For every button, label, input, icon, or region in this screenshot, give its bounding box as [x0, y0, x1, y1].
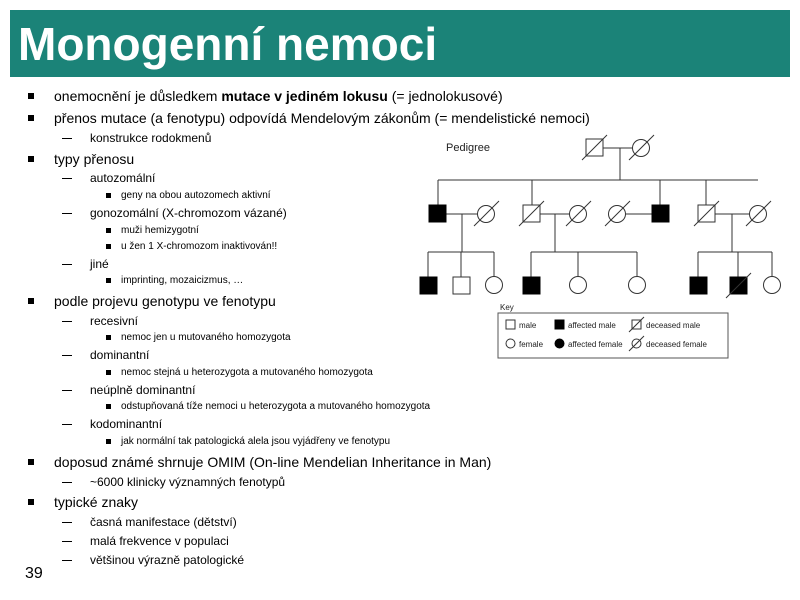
bullet-marker — [106, 370, 111, 375]
title-bar — [10, 10, 790, 77]
bullet-text: gonozomální (X-chromozom vázané) — [90, 206, 287, 220]
sub-bullet-incomplete-dominant — [62, 383, 195, 397]
sub-sub-bullet — [106, 225, 199, 236]
sub-sub-bullet — [106, 436, 390, 447]
bullet-marker — [106, 404, 111, 409]
bullet-text: jak normální tak patologická alela jsou vyjádřeny ve fenotypu — [121, 436, 391, 447]
sub-sub-bullet — [106, 241, 277, 252]
key-deceased-female-label: deceased female — [646, 340, 707, 349]
bullet-inheritance-types — [26, 151, 134, 167]
sub-sub-bullet — [106, 367, 373, 378]
sub-bullet-phenotype-count — [62, 475, 285, 489]
bullet-text: typické znaky — [54, 494, 139, 510]
bullet-marker — [28, 459, 34, 465]
pedigree-chart — [410, 130, 800, 365]
bullet-typical-features — [26, 494, 138, 510]
bullet-text-part: (= jednolokusové) — [387, 88, 503, 104]
pedigree-figure — [410, 130, 800, 365]
bullet-marker — [28, 156, 34, 162]
bullet-marker — [28, 115, 34, 121]
bullet-marker — [106, 193, 111, 198]
bullet-text: kodominantní — [90, 417, 163, 431]
sub-bullet-autosomal — [62, 171, 155, 185]
key-affected-male-icon — [555, 320, 564, 329]
dash-marker — [62, 522, 72, 523]
dash-marker — [62, 138, 72, 139]
sub-sub-bullet — [106, 190, 271, 201]
bullet-text: geny na obou autozomech aktivní — [121, 190, 271, 201]
bullet-text: imprinting, mozaicizmus, … — [121, 275, 244, 286]
bullet-text — [54, 88, 503, 104]
dash-marker — [62, 424, 72, 425]
bullet-marker — [28, 93, 34, 99]
bullet-text: autozomální — [90, 171, 156, 185]
sub-bullet-early-onset — [62, 515, 237, 529]
bullet-text: podle projevu genotypu ve fenotypu — [54, 293, 276, 309]
pedigree-title: Pedigree — [446, 142, 491, 154]
key-female-label: female — [519, 340, 544, 349]
bullet-text: odstupňovaná tíže nemoci u heterozygota a mutovaného homozygota — [121, 401, 431, 412]
bullet-text: ~6000 klinicky významných fenotypů — [90, 475, 286, 489]
slide-title: Monogenní nemoci — [18, 18, 438, 70]
bullet-text: nemoc jen u mutovaného homozygota — [121, 332, 291, 343]
bullet-text: doposud známé shrnuje OMIM (On-line Mendelian Inheritance in Man) — [54, 454, 492, 470]
dash-marker — [62, 321, 72, 322]
female-symbol — [486, 277, 503, 294]
bullet-text: typy přenosu — [54, 151, 135, 167]
bullet-text: malá frekvence v populaci — [90, 534, 229, 548]
key-affected-female-icon — [555, 339, 564, 348]
bullet-text: přenos mutace (a fenotypu) odpovídá Mendelovým zákonům (= mendelistické nemoci) — [54, 110, 590, 126]
bullet-marker — [106, 228, 111, 233]
sub-bullet-pedigree — [62, 131, 211, 145]
dash-marker — [62, 560, 72, 561]
bullet-text: konstrukce rodokmenů — [90, 131, 212, 145]
affected-male-symbol — [652, 205, 669, 222]
sub-bullet-other — [62, 257, 109, 271]
bullet-marker — [28, 298, 34, 304]
sub-sub-bullet — [106, 401, 430, 412]
key-male-icon — [506, 320, 515, 329]
bullet-text: jiné — [90, 257, 109, 271]
key-affected-female-label: affected female — [568, 340, 623, 349]
dash-marker — [62, 482, 72, 483]
male-symbol — [453, 277, 470, 294]
bullet-marker — [106, 278, 111, 283]
page-number: 39 — [25, 565, 43, 582]
affected-male-symbol — [420, 277, 437, 294]
bullet-omim — [26, 454, 491, 470]
bullet-text: neúplně dominantní — [90, 383, 196, 397]
sub-bullet-dominant — [62, 348, 149, 362]
bullet-text: muži hemizygotní — [121, 225, 199, 236]
dash-marker — [62, 178, 72, 179]
sub-bullet-pathological — [62, 553, 244, 567]
bullet-marker — [106, 335, 111, 340]
sub-bullet-codominant — [62, 417, 162, 431]
key-male-label: male — [519, 321, 537, 330]
bullet-text-part: onemocnění je důsledkem — [54, 88, 222, 104]
bullet-text: dominantní — [90, 348, 150, 362]
dash-marker — [62, 264, 72, 265]
bullet-text: časná manifestace (dětství) — [90, 515, 237, 529]
affected-male-symbol — [690, 277, 707, 294]
key-female-icon — [506, 339, 515, 348]
affected-male-symbol — [523, 277, 540, 294]
sub-sub-bullet — [106, 275, 243, 286]
bullet-marker — [28, 499, 34, 505]
bullet-phenotype — [26, 293, 276, 309]
key-affected-male-label: affected male — [568, 321, 616, 330]
bullet-marker — [106, 439, 111, 444]
bullet-monogenic-definition — [26, 88, 503, 104]
dash-marker — [62, 390, 72, 391]
key-deceased-male-label: deceased male — [646, 321, 701, 330]
female-symbol — [629, 277, 646, 294]
sub-bullet-recessive — [62, 314, 138, 328]
dash-marker — [62, 541, 72, 542]
sub-bullet-low-frequency — [62, 534, 229, 548]
key-title: Key — [500, 303, 514, 312]
bullet-text: většinou výrazně patologické — [90, 553, 245, 567]
dash-marker — [62, 355, 72, 356]
bullet-text: u žen 1 X-chromozom inaktivován!! — [121, 241, 278, 252]
sub-sub-bullet — [106, 332, 291, 343]
bullet-marker — [106, 244, 111, 249]
sub-bullet-gonosomal — [62, 206, 287, 220]
dash-marker — [62, 213, 72, 214]
bullet-bold-text: mutace v jediném lokusu — [221, 88, 388, 104]
female-symbol — [764, 277, 781, 294]
key-box — [498, 313, 728, 358]
bullet-mendel — [26, 110, 590, 126]
bullet-text: recesivní — [90, 314, 139, 328]
female-symbol — [570, 277, 587, 294]
affected-male-symbol — [429, 205, 446, 222]
bullet-text: nemoc stejná u heterozygota a mutovaného homozygota — [121, 367, 373, 378]
